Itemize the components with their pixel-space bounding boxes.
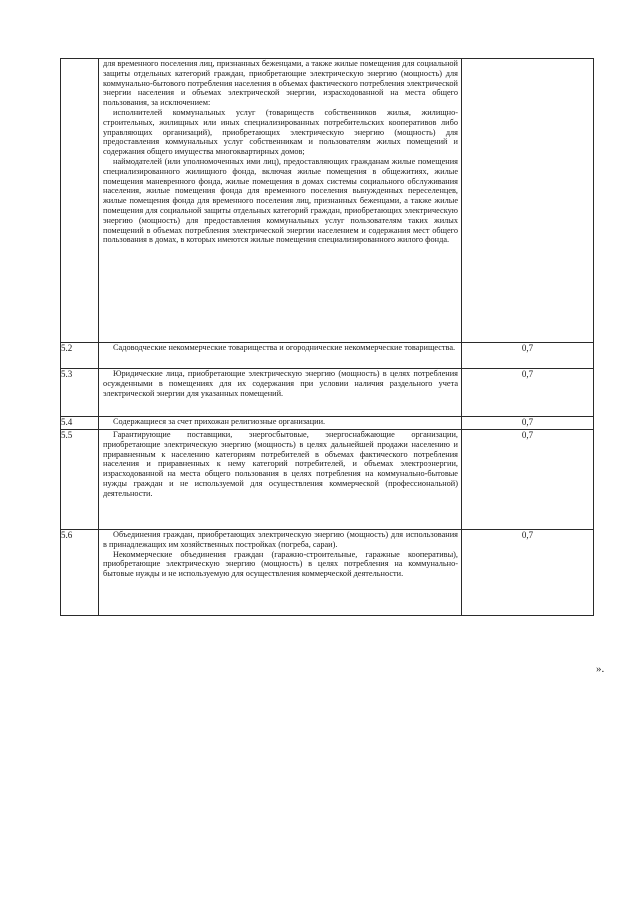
row-value: 0,7 <box>462 530 594 616</box>
paragraph: Содержащиеся за счет прихожан религиозные организации. <box>113 417 326 426</box>
row-number: 5.2 <box>61 343 99 369</box>
closing-quote-mark: ». <box>596 663 605 675</box>
paragraph: наймодателей (или уполномоченных ими лиц), предоставляющих гражданам жилые помещения специализированного жилищного фонда, включая жилые помещения в общежитиях, жилые помещения маневренного фонда, жилые помещения в домах системы социального обслуживания населения, жилые помещения фонда для временного поселения вынужденных переселенцев, жилые помещения фонда для временного поселения лиц, признанных беженцами, а также жилые помещения для социальной защиты отдельных категорий граждан, приобретающих электрическую энергию (мощность) для предоставления коммунальных услуг пользователям таких жилых помещений в объемах потребления электрической энергии населением и содержания мест общего пользования в домах, в которых имеются жилые помещения специализированного жилого фонда. <box>103 156 458 245</box>
row-description <box>99 369 462 417</box>
table-row <box>61 417 594 430</box>
paragraph: Юридические лица, приобретающие электрическую энергию (мощность) в целях потребления осужденными в помещениях для их содержания при условии наличия раздельного учета электрической энергии для указанных помещений. <box>103 369 458 398</box>
row-description <box>99 343 462 369</box>
paragraph: Объединения граждан, приобретающих электрическую энергию (мощность) для использования в принадлежащих им хозяйственных постройках (погреба, сараи). <box>103 530 458 549</box>
paragraph: для временного поселения лиц, признанных беженцами, а также жилые помещения для социальной защиты отдельных категорий граждан, приобретающие электрическую энергию (мощность) для коммунально-бытового потребления населения в объемах фактического потребления электрической энергии населения и объемах электрической энергии, израсходованной на места общего пользования, за исключением: <box>103 59 458 108</box>
row-description <box>99 417 462 430</box>
table-row <box>61 343 594 369</box>
row-number: 5.4 <box>61 417 99 430</box>
tariff-table <box>60 58 594 616</box>
row-number <box>61 59 99 343</box>
paragraph: Садоводческие некоммерческие товарищества и огороднические некоммерческие товарищества. <box>113 343 456 352</box>
paragraph: исполнителей коммунальных услуг (товариществ собственников жилья, жилищно-строительных, жилищных или иных специализированных потребительских кооперативов либо управляющих организаций), приобретающих электрическую энергию (мощность) для предоставления коммунальных услуг собственникам и пользователям жилых помещений и содержания общего имущества многоквартирных домов; <box>103 107 458 157</box>
row-value: 0,7 <box>462 343 594 369</box>
paragraph: Гарантирующие поставщики, энергосбытовые, энергоснабжающие организации, приобретающие электрическую энергию (мощность) в целях дальнейшей продажи населению и приравненным к населению категориям потребителей в объемах фактического потребления населения и приравненных к нему категорий потребителей, и объемах электроэнергии, израсходованной на места общего пользования в целях потребления на коммунально-бытовые нужды граждан и не используемой для осуществления коммерческой (профессиональной) деятельности. <box>103 430 458 498</box>
paragraph: Некоммерческие объединения граждан (гаражно-строительные, гаражные кооперативы), приобретающие электрическую энергию (мощность) в целях потребления на коммунально-бытовые нужды и не используемую для осуществления коммерческой деятельности. <box>103 549 458 579</box>
table-row <box>61 369 594 417</box>
table-row <box>61 59 594 343</box>
row-description <box>99 530 462 616</box>
row-value: 0,7 <box>462 369 594 417</box>
row-description <box>99 430 462 530</box>
table-row <box>61 530 594 616</box>
row-number: 5.5 <box>61 430 99 530</box>
table-row <box>61 430 594 530</box>
row-number: 5.3 <box>61 369 99 417</box>
row-number: 5.6 <box>61 530 99 616</box>
row-value: 0,7 <box>462 417 594 430</box>
row-value <box>462 59 594 343</box>
row-value: 0,7 <box>462 430 594 530</box>
row-description <box>99 59 462 343</box>
